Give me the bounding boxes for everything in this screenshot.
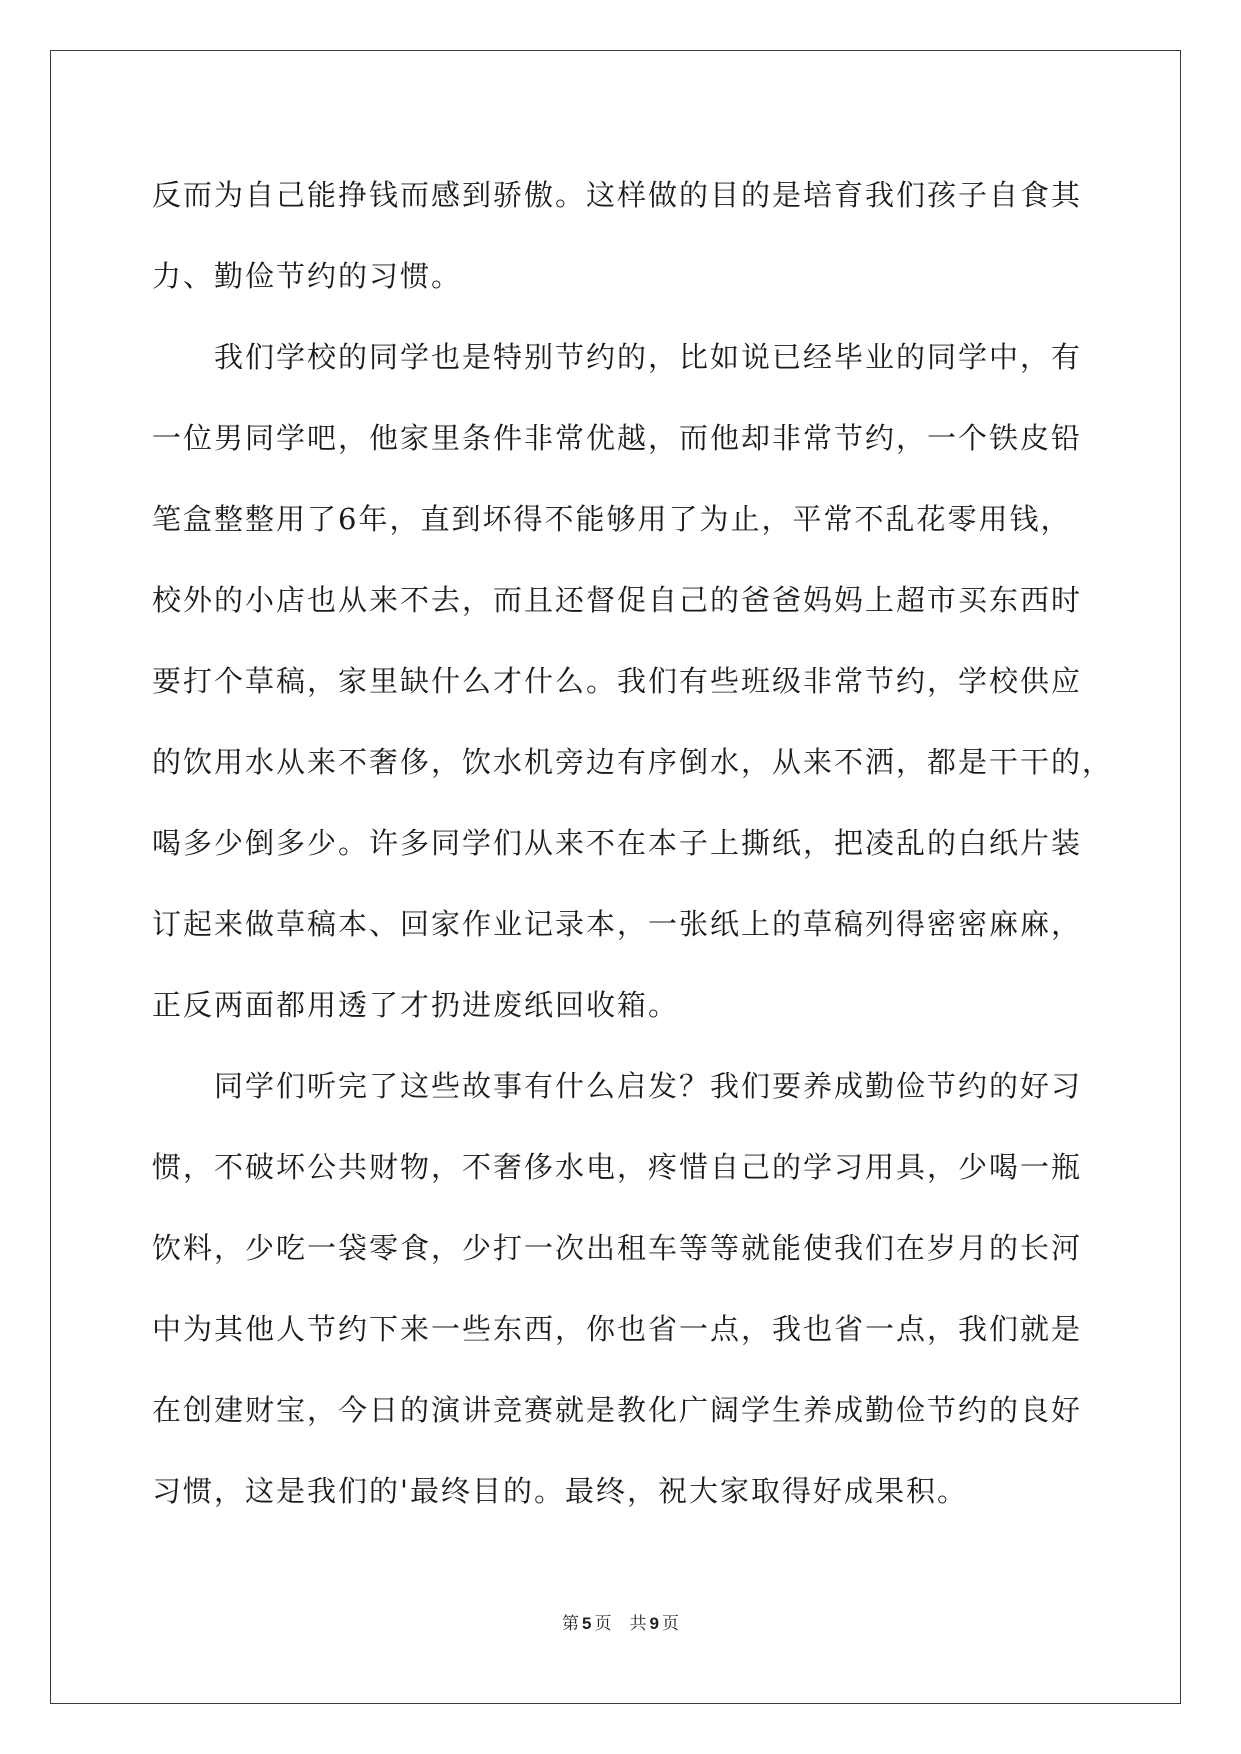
document-body bbox=[152, 155, 1114, 1532]
text-line: 笔盒整整用了6年，直到坏得不能够用了为止，平常不乱花零用钱， bbox=[152, 502, 1072, 536]
paragraph-start-line: 我们学校的同学也是特别节约的，比如说已经毕业的同学中，有 bbox=[214, 340, 1083, 374]
text-line: 校外的小店也从来不去，而且还督促自己的爸爸妈妈上超市买东西时 bbox=[152, 583, 1083, 617]
text-line: 要打个草稿，家里缺什么才什么。我们有些班级非常节约，学校供应 bbox=[152, 664, 1083, 698]
text-line: 的饮用水从来不奢侈，饮水机旁边有序倒水，从来不洒，都是干干的， bbox=[152, 745, 1114, 779]
page-footer bbox=[0, 1609, 1241, 1634]
text-line: 一位男同学吧，他家里条件非常优越，而他却非常节约，一个铁皮铅 bbox=[152, 421, 1083, 455]
text-line: 喝多少倒多少。许多同学们从来不在本子上撕纸，把凌乱的白纸片装 bbox=[152, 826, 1083, 860]
text-line: 力、勤俭节约的习惯。 bbox=[152, 259, 463, 293]
total-prefix: 共 bbox=[629, 1614, 647, 1634]
text-line: 惯，不破坏公共财物，不奢侈水电，疼惜自己的学习用具，少喝一瓶 bbox=[152, 1150, 1083, 1184]
paragraph-start-line: 同学们听完了这些故事有什么启发？我们要养成勤俭节约的好习 bbox=[214, 1069, 1083, 1103]
text-line: 饮料，少吃一袋零食，少打一次出租车等等就能使我们在岁月的长河 bbox=[152, 1231, 1083, 1265]
total-suffix: 页 bbox=[661, 1614, 679, 1634]
text-line: 在创建财宝，今日的演讲竞赛就是教化广阔学生养成勤俭节约的良好 bbox=[152, 1393, 1083, 1427]
text-line: 习惯，这是我们的'最终目的。最终，祝大家取得好成果积。 bbox=[152, 1474, 968, 1508]
total-pages-number: 9 bbox=[649, 1614, 659, 1633]
current-page-number: 5 bbox=[582, 1614, 592, 1633]
text-line: 正反两面都用透了才扔进废纸回收箱。 bbox=[152, 988, 680, 1022]
text-line: 中为其他人节约下来一些东西，你也省一点，我也省一点，我们就是 bbox=[152, 1312, 1083, 1346]
page-suffix: 页 bbox=[594, 1614, 612, 1634]
text-line: 订起来做草稿本、回家作业记录本，一张纸上的草稿列得密密麻麻， bbox=[152, 907, 1083, 941]
page-prefix: 第 bbox=[562, 1614, 580, 1634]
text-line: 反而为自己能挣钱而感到骄傲。这样做的目的是培育我们孩子自食其 bbox=[152, 178, 1083, 212]
